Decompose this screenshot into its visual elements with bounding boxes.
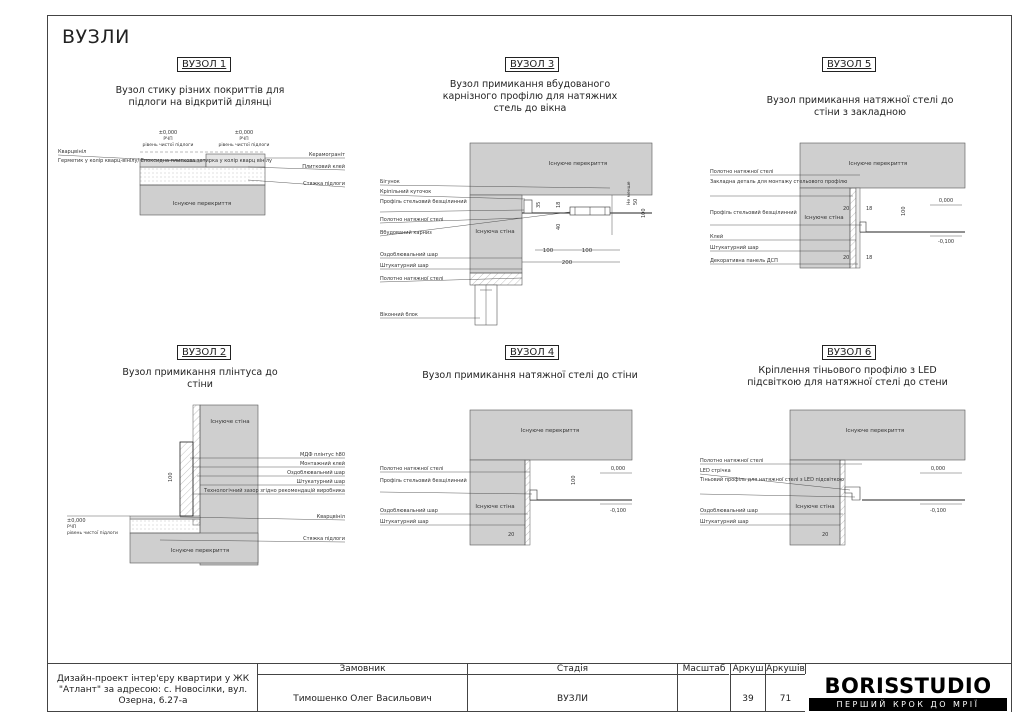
sheet-number: 39 [742, 694, 754, 704]
node-4-dim-20: 20 [508, 532, 515, 538]
node-4-label-a: Полотно натяжної стелі [380, 466, 444, 472]
node-3-label-a: Бігунок [380, 179, 400, 185]
node-1-label-c: Керамограніт [308, 152, 345, 158]
node-6-label-b: LED стрічка [700, 468, 731, 474]
node-4-level-0: 0,000 [610, 466, 626, 472]
node-4-label-c: Оздоблювальний шар [380, 508, 438, 514]
node-1-level-right-1: РЧП [239, 137, 249, 142]
node-2-wall-label: Існуюче стіна [210, 419, 250, 425]
node-2-level-2: рівень чистої підлоги [67, 531, 118, 536]
node-4-label-b: Профіль стельовий безщілинний [380, 478, 467, 484]
node-2-label-c: Оздоблювальний шар [287, 470, 345, 476]
node-4-dim-100: 100 [571, 475, 577, 485]
node-2-dim: 100 [168, 472, 174, 482]
node-1-drawing [58, 130, 345, 215]
page-title: ВУЗЛИ [62, 26, 130, 48]
node-2-drawing [67, 405, 345, 565]
node-3-dim-18: 18 [556, 201, 562, 208]
node-6-tag: ВУЗОЛ 6 [822, 345, 876, 360]
sheets-total: 71 [779, 694, 792, 704]
node-4-level-1: -0,100 [609, 508, 627, 514]
node-3-dim-40: 40 [556, 223, 562, 230]
node-5-dim-18b: 18 [866, 255, 873, 261]
studio-logo [805, 674, 1011, 712]
node-3-drawing [380, 143, 652, 325]
node-3-dim-35: 35 [536, 201, 542, 208]
node-3-side-label: Не менше [627, 181, 632, 205]
node-5-label-d: Клей [710, 234, 724, 240]
customer-name: Тимошенко Олег Васильович [293, 694, 432, 704]
logo-slogan: ПЕРШИЙ КРОК ДО МРІЇ [809, 698, 1007, 711]
node-4-wall-label: Існуюче стіна [475, 504, 515, 510]
node-5-drawing [710, 143, 965, 268]
node-6-level-1: -0,100 [929, 508, 947, 514]
node-5-label-a: Полотно натяжної стелі [710, 169, 774, 175]
node-4-tag: ВУЗОЛ 4 [505, 345, 559, 360]
node-3-dim-100v: 100 [641, 208, 647, 218]
node-5-dim-18a: 18 [866, 206, 873, 212]
node-6-wall [790, 460, 840, 545]
node-5-label-b: Закладна деталь для монтажу стельового профілю [710, 179, 848, 185]
sheet-label: Аркуш [732, 664, 764, 674]
node-4-label-d: Штукатурний шар [380, 519, 429, 525]
node-6-slab [790, 410, 965, 460]
node-6-label-a: Полотно натяжної стелі [700, 458, 764, 464]
node-2-label-f: Кварцвініл [316, 514, 345, 520]
node-6-shadow-profile [845, 487, 860, 500]
node-6-wall-label: Існуюче стіна [795, 504, 835, 510]
node-2-label-e: Технологічний зазор згідно рекомендацій виробника [204, 488, 345, 494]
node-4-slab [470, 410, 632, 460]
node-5-label-c: Профіль стельовий безщілинний [710, 210, 797, 216]
node-1-label-b: Герметик у колір кварц-вінілу/ Епоксидна плиткова затирка у колір кварц вінілу [58, 158, 272, 164]
node-1-label-a: Кварцвініл [58, 149, 87, 155]
node-3-wall-label: Існуюча стіна [475, 229, 515, 235]
node-2-tag: ВУЗОЛ 2 [177, 345, 231, 360]
node-5-wall-label: Існуюче стіна [804, 215, 844, 221]
scale-label: Масштаб [682, 664, 726, 674]
node-5-dim-100: 100 [901, 206, 907, 216]
node-2-level-0: ±0,000 [67, 518, 86, 524]
node-2-label-g: Стяжка підлоги [303, 536, 345, 542]
node-3-label-f: Оздоблювальний шар [380, 252, 438, 258]
node-4-caption: Вузол примикання натяжної стелі до стіни [422, 370, 638, 381]
node-5-dim-20a: 20 [843, 206, 850, 212]
node-1-screed [140, 167, 265, 185]
stage-value: ВУЗЛИ [557, 694, 588, 704]
node-2-slab-label: Існуюче перекриття [170, 548, 230, 554]
node-5-caption: Вузол примикання натяжної стелі до стіни з закладною [766, 95, 954, 118]
node-3-label-e: Вбудований карниз [380, 230, 432, 236]
node-3-dim-200: 200 [561, 260, 573, 266]
node-4-drawing [380, 410, 632, 545]
node-1-caption: Вузол стику різних покриттів для підлоги на відкритій ділянці [115, 85, 285, 108]
stage-label: Стадія [556, 664, 589, 674]
node-3-label-b: Кріпільний куточок [380, 189, 432, 195]
node-1-label-d: Плитковий клей [302, 164, 345, 170]
logo-wordmark: BORISSTUDIO [824, 674, 992, 698]
node-3-label-i: Віконний блок [380, 312, 418, 318]
node-1-level-right-2: рівень чистої підлоги [218, 143, 270, 148]
node-2-label-d: Штукатурний шар [296, 479, 345, 485]
node-6-slab-label: Існуюче перекриття [845, 428, 905, 434]
node-3-dim-100a: 100 [542, 248, 554, 254]
node-2-label-a: МДФ плінтус h80 [300, 452, 345, 458]
node-6-level-0: 0,000 [930, 466, 946, 472]
node-2-skirting [180, 442, 193, 516]
node-5-level-1: -0,100 [937, 239, 955, 245]
node-1-level-left-0: ±0,000 [158, 130, 178, 136]
node-3-label-h: Полотно натяжної стелі [380, 276, 444, 282]
node-2-caption: Вузол примикання плінтуса до стіни [122, 367, 278, 390]
node-1-label-e: Стяжка підлоги [303, 181, 345, 187]
node-1-level-left-2: рівень чистої підлоги [142, 143, 194, 148]
customer-label: Замовник [339, 664, 386, 674]
node-5-slab-label: Існуюче перекриття [848, 161, 908, 167]
node-1-level-right-0: ±0,000 [234, 130, 254, 136]
node-1-slab [140, 185, 265, 215]
node-3-slab-label: Існуюче перекриття [548, 161, 608, 167]
node-4-slab-label: Існуюче перекриття [520, 428, 580, 434]
node-5-label-e: Штукатурний шар [710, 245, 759, 251]
node-6-label-d: Оздоблювальний шар [700, 508, 758, 514]
node-5-label-f: Декоративна панель ДСП [710, 258, 778, 264]
node-1-slab-label: Існуюче перекриття [172, 201, 232, 207]
node-3-label-g: Штукатурний шар [380, 263, 429, 269]
node-3-tag: ВУЗОЛ 3 [505, 57, 559, 72]
node-6-dim-20: 20 [822, 532, 829, 538]
node-3-dim-50: 50 [633, 198, 639, 205]
node-3-label-c: Профіль стельовий безщілинний [380, 199, 467, 205]
node-5-tag: ВУЗОЛ 5 [822, 57, 876, 72]
node-3-caption: Вузол примикання вбудованого карнізного профілю для натяжних стель до вікна [442, 79, 618, 114]
node-4-wall [470, 460, 525, 545]
node-6-drawing [699, 410, 965, 545]
node-2-level-1: РЧП [67, 525, 77, 530]
node-3-label-d: Полотно натяжної стелі [380, 217, 444, 223]
node-5-level-0: 0,000 [938, 198, 954, 204]
node-6-label-c: Тіньовий профіль для натяжної стелі з LED підсвіткою [700, 477, 844, 483]
node-3-dim-100b: 100 [581, 248, 593, 254]
node-2-label-b: Монтажний клей [299, 461, 345, 467]
sheets-label: Аркушів [766, 664, 805, 674]
node-6-label-e: Штукатурний шар [700, 519, 749, 525]
project-description: Дизайн-проект інтер'єру квартири у ЖК "Атлант" за адресою: с. Новосілки, вул. Озерна, 6.27-а [56, 674, 250, 706]
node-6-caption: Кріплення тіньового профілю з LED підсвіткою для натяжної стелі до стени [747, 365, 948, 388]
node-1-level-left-1: РЧП [163, 137, 173, 142]
node-5-dim-20b: 20 [843, 255, 850, 261]
node-1-tag: ВУЗОЛ 1 [177, 57, 231, 72]
